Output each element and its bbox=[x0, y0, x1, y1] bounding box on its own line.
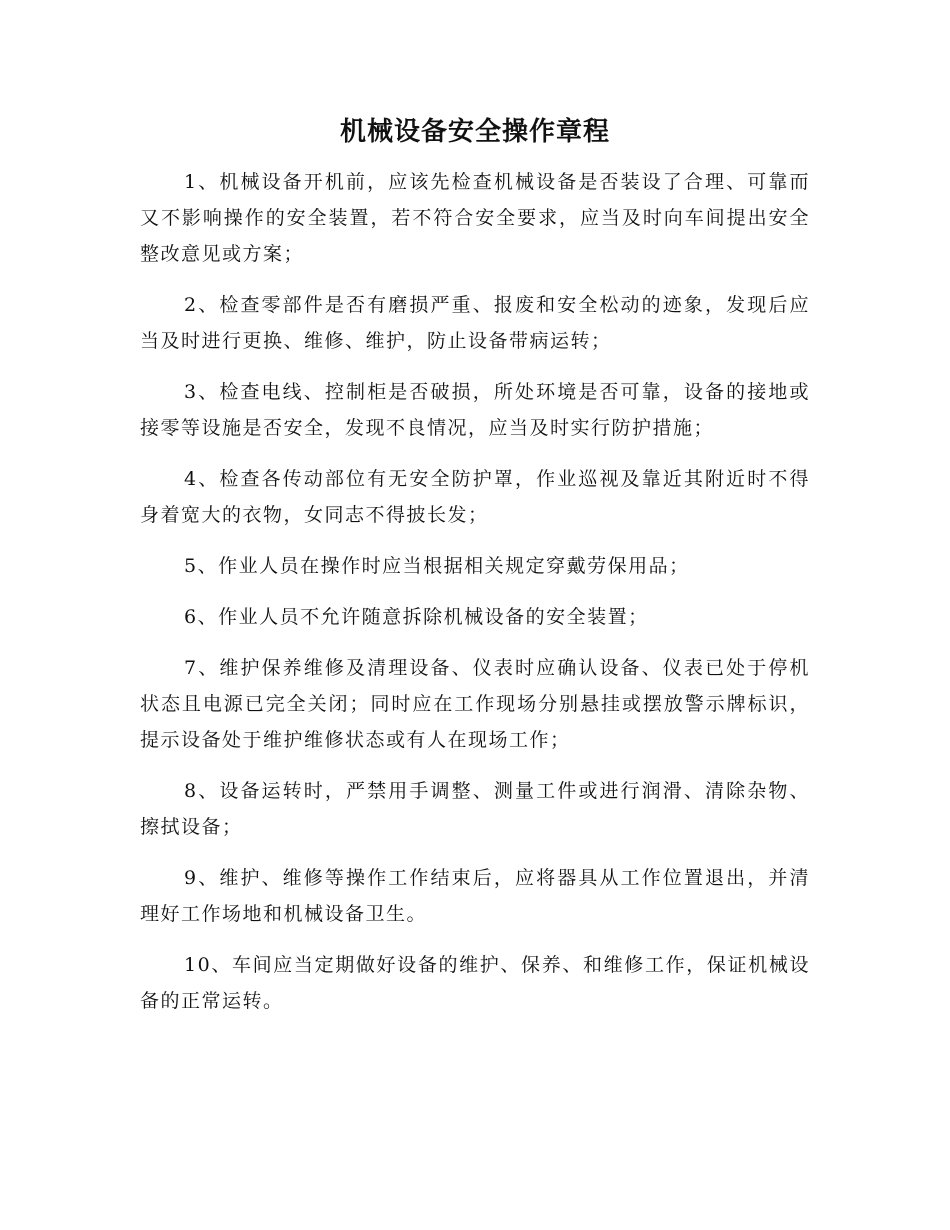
clause-6: 6、作业人员不允许随意拆除机械设备的安全装置； bbox=[184, 606, 649, 628]
clause-3: 3、检查电线、控制柜是否破损，所处环境是否可靠，设备的接地或接零等设施是否安全，发现不良情况，应当及时实行防护措施； bbox=[140, 381, 810, 439]
clause-7: 7、维护保养维修及清理设备、仪表时应确认设备、仪表已处于停机状态且电源已完全关闭；同时应在工作现场分别悬挂或摆放警示牌标识，提示设备处于维护维修状态或有人在现场工作； bbox=[140, 657, 810, 751]
clause-8: 8、设备运转时，严禁用手调整、测量工件或进行润滑、清除杂物、擦拭设备； bbox=[140, 780, 810, 838]
clause-list bbox=[140, 164, 810, 1019]
clause-9: 9、维护、维修等操作工作结束后，应将器具从工作位置退出，并清理好工作场地和机械设备卫生。 bbox=[140, 867, 810, 925]
clause-4: 4、检查各传动部位有无安全防护罩，作业巡视及靠近其附近时不得身着宽大的衣物，女同志不得披长发； bbox=[140, 468, 810, 526]
clause-5: 5、作业人员在操作时应当根据相关规定穿戴劳保用品； bbox=[184, 555, 690, 577]
clause-2: 2、检查零部件是否有磨损严重、报废和安全松动的迹象，发现后应当及时进行更换、维修、维护，防止设备带病运转； bbox=[140, 294, 810, 352]
clause-10: 10、车间应当定期做好设备的维护、保养、和维修工作，保证机械设备的正常运转。 bbox=[140, 954, 810, 1012]
document-title: 机械设备安全操作章程 bbox=[339, 117, 610, 147]
clause-1: 1、机械设备开机前，应该先检查机械设备是否装设了合理、可靠而又不影响操作的安全装置，若不符合安全要求，应当及时向车间提出安全整改意见或方案； bbox=[140, 171, 810, 265]
